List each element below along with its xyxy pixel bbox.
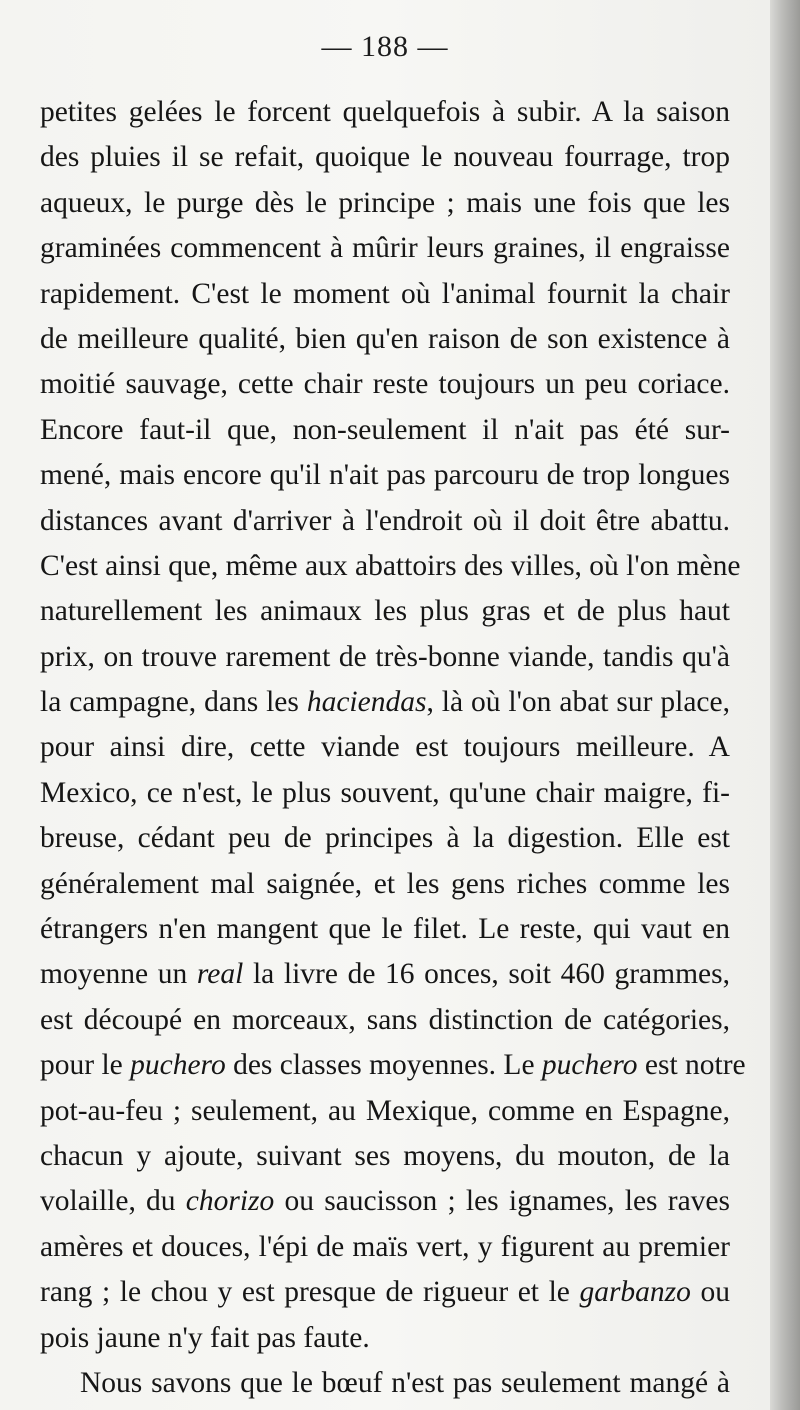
text-line: [40, 544, 741, 589]
text-run: des pluies il se refait, quoique le nouveau fourrage, trop: [40, 141, 730, 174]
text-line: [40, 862, 730, 907]
text-run: aqueux, le purge dès le principe ; mais une fois que les: [40, 186, 730, 219]
text-run: pour le: [40, 1049, 131, 1082]
italic-term: puchero: [541, 1049, 638, 1082]
text-line: [40, 1043, 746, 1088]
text-run: est notre: [637, 1049, 746, 1082]
text-line: [40, 135, 730, 180]
text-run: la livre de 16 onces, soit 460 grammes,: [243, 958, 730, 991]
text-run: chacun y ajoute, suivant ses moyens, du mouton, de la: [40, 1139, 730, 1172]
text-line: [40, 771, 730, 816]
text-run: Nous savons que le bœuf n'est pas seulement mangé à: [80, 1366, 730, 1399]
text-run: volaille, du: [40, 1185, 186, 1218]
text-line: [40, 816, 730, 861]
text-run: prix, on trouve rarement de très-bonne viande, tandis qu'à: [40, 640, 730, 673]
text-line: [40, 362, 730, 407]
text-run: pot-au-feu ; seulement, au Mexique, comme en Espagne,: [40, 1094, 730, 1127]
text-run: rapidement. C'est le moment où l'animal fournit la chair: [40, 277, 730, 310]
text-line: [40, 1270, 730, 1315]
text-line: [40, 907, 730, 952]
text-line: [40, 680, 730, 725]
text-run: , là où l'on abat sur place,: [426, 686, 730, 719]
page-edge: [770, 0, 800, 1410]
text-run: est découpé en morceaux, sans distinction de catégories,: [40, 1003, 730, 1036]
text-run: étrangers n'en mangent que le filet. Le reste, qui vaut en: [40, 913, 730, 946]
text-run: pois jaune n'y fait pas faute.: [40, 1321, 370, 1354]
text-line: [40, 181, 730, 226]
text-line: [40, 589, 730, 634]
text-line: [40, 998, 730, 1043]
body-text: [40, 90, 746, 1406]
text-line: [40, 317, 730, 362]
text-run: pour ainsi dire, cette viande est toujours meilleure. A: [40, 731, 730, 764]
text-run: moyenne un: [40, 958, 197, 991]
text-line: [40, 1089, 730, 1134]
italic-term: real: [196, 958, 244, 991]
text-line: [40, 272, 730, 317]
text-line: [40, 1134, 730, 1179]
text-run: naturellement les animaux les plus gras et de plus haut: [40, 595, 730, 628]
text-line: [40, 408, 730, 453]
text-line: [40, 725, 730, 770]
text-line: [40, 1361, 730, 1406]
text-line: [40, 1179, 730, 1224]
italic-term: chorizo: [185, 1185, 275, 1218]
text-line: [40, 1316, 730, 1361]
italic-term: puchero: [130, 1049, 226, 1082]
text-line: [40, 1225, 730, 1270]
text-run: des classes moyennes. Le: [225, 1049, 542, 1082]
text-line: [40, 226, 730, 271]
text-run: graminées commencent à mûrir leurs graines, il engraisse: [40, 232, 730, 265]
text-run: rang ; le chou y est presque de rigueur et le: [40, 1276, 580, 1309]
text-run: amères et douces, l'épi de maïs vert, y figurent au premier: [40, 1230, 730, 1263]
text-line: [40, 635, 730, 680]
page-number: — 188 —: [321, 30, 449, 63]
text-run: petites gelées le forcent quelquefois à subir. A la saison: [40, 96, 730, 128]
text-run: moitié sauvage, cette chair reste toujours un peu coriace.: [40, 368, 730, 401]
text-run: généralement mal saignée, et les gens riches comme les: [40, 867, 730, 900]
text-line: [40, 90, 730, 135]
text-run: de meilleure qualité, bien qu'en raison de son existence à: [40, 322, 730, 355]
text-run: Encore faut-il que, non-seulement il n'ait pas été sur-: [40, 413, 730, 446]
text-line: [40, 952, 730, 997]
text-run: distances avant d'arriver à l'endroit où il doit être abattu.: [40, 504, 730, 537]
text-run: la campagne, dans les: [40, 686, 307, 719]
text-run: ou: [690, 1276, 730, 1309]
text-run: mené, mais encore qu'il n'ait pas parcouru de trop longues: [40, 459, 730, 492]
text-run: C'est ainsi que, même aux abattoirs des villes, où l'on mène: [40, 549, 741, 582]
italic-term: garbanzo: [579, 1276, 691, 1309]
italic-term: haciendas: [306, 686, 427, 719]
text-run: ou saucisson ; les ignames, les raves: [274, 1185, 730, 1218]
text-run: Mexico, ce n'est, le plus souvent, qu'une chair maigre, fi-: [40, 776, 730, 809]
text-run: breuse, cédant peu de principes à la digestion. Elle est: [40, 822, 730, 855]
text-line: [40, 499, 730, 544]
text-line: [40, 453, 730, 498]
